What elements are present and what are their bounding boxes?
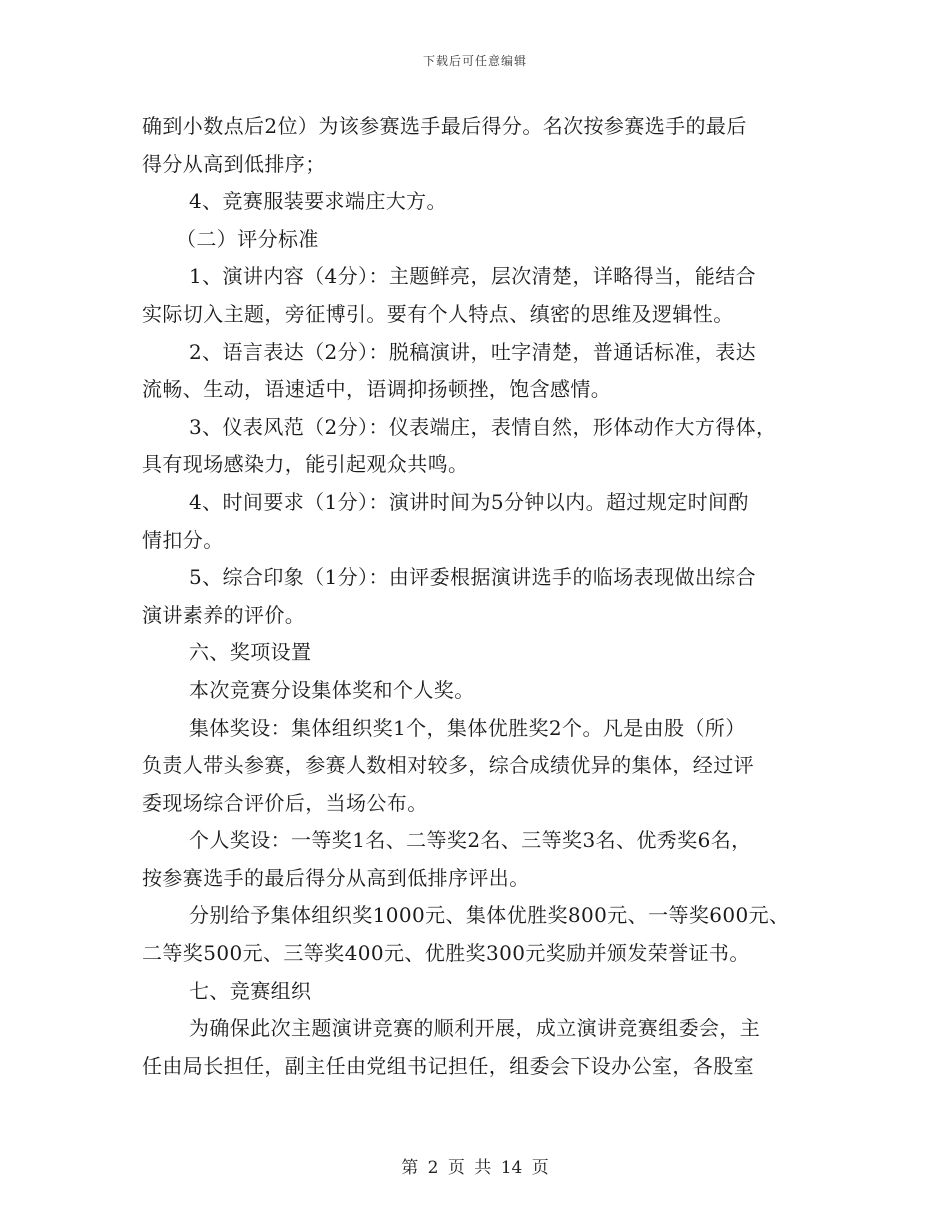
paragraph-line: 实际切入主题，旁征博引。要有个人特点、缜密的思维及逻辑性。: [142, 301, 734, 326]
paragraph-line: 流畅、生动，语速适中，语调抑扬顿挫，饱含感情。: [142, 377, 612, 402]
paragraph-line: 具有现场感染力，能引起观众共鸣。: [142, 452, 469, 477]
paragraph-line: 负责人带头参赛，参赛人数相对较多，综合成绩优异的集体，经过评: [142, 753, 754, 778]
paragraph-line: 二等奖500元、三等奖400元、优胜奖300元奖励并颁发荣誉证书。: [142, 941, 750, 966]
paragraph-line: 情扣分。: [142, 527, 224, 552]
paragraph-line: 3、仪表风范（2分）：仪表端庄，表情自然，形体动作大方得体，: [189, 414, 777, 439]
paragraph-line: 按参赛选手的最后得分从高到低排序评出。: [142, 865, 530, 890]
paragraph-line: 4、竞赛服装要求端庄大方。: [189, 189, 447, 214]
paragraph-line: 个人奖设：一等奖1名、二等奖2名、三等奖3名、优秀奖6名，: [189, 828, 752, 853]
section-heading: 六、奖项设置: [189, 640, 312, 665]
page-header: 下载后可任意编辑: [422, 54, 527, 68]
paragraph-line: 演讲素养的评价。: [142, 602, 306, 627]
paragraph-line: 任由局长担任，副主任由党组书记担任，组委会下设办公室，各股室: [142, 1053, 754, 1078]
paragraph-line: 4、时间要求（1分）：演讲时间为5分钟以内。超过规定时间酌: [189, 489, 749, 514]
page-number: 第 2 页 共 14 页: [401, 1158, 549, 1178]
paragraph-line: 2、语言表达（2分）：脱稿演讲，吐字清楚，普通话标准，表达: [189, 339, 757, 364]
document-body: [142, 108, 822, 1085]
paragraph-line: 分别给予集体组织奖1000元、集体优胜奖800元、一等奖600元、: [189, 903, 790, 928]
paragraph-line: 委现场综合评价后，当场公布。: [142, 790, 428, 815]
paragraph-line: 得分从高到低排序；: [142, 151, 326, 176]
section-heading: 七、竞赛组织: [189, 978, 312, 1003]
paragraph-line: 1、演讲内容（4分）：主题鲜亮，层次清楚，详略得当，能结合: [189, 264, 757, 289]
paragraph-line: 集体奖设：集体组织奖1个，集体优胜奖2个。凡是由股（所）: [189, 715, 746, 740]
paragraph-line: 确到小数点后2位）为该参赛选手最后得分。名次按参赛选手的最后: [142, 114, 747, 138]
paragraph-line: 本次竞赛分设集体奖和个人奖。: [189, 677, 475, 702]
section-heading: （二）评分标准: [176, 226, 319, 251]
paragraph-line: 为确保此次主题演讲竞赛的顺利开展，成立演讲竞赛组委会，主: [189, 1016, 761, 1041]
paragraph-line: 5、综合印象（1分）：由评委根据演讲选手的临场表现做出综合: [189, 565, 757, 590]
